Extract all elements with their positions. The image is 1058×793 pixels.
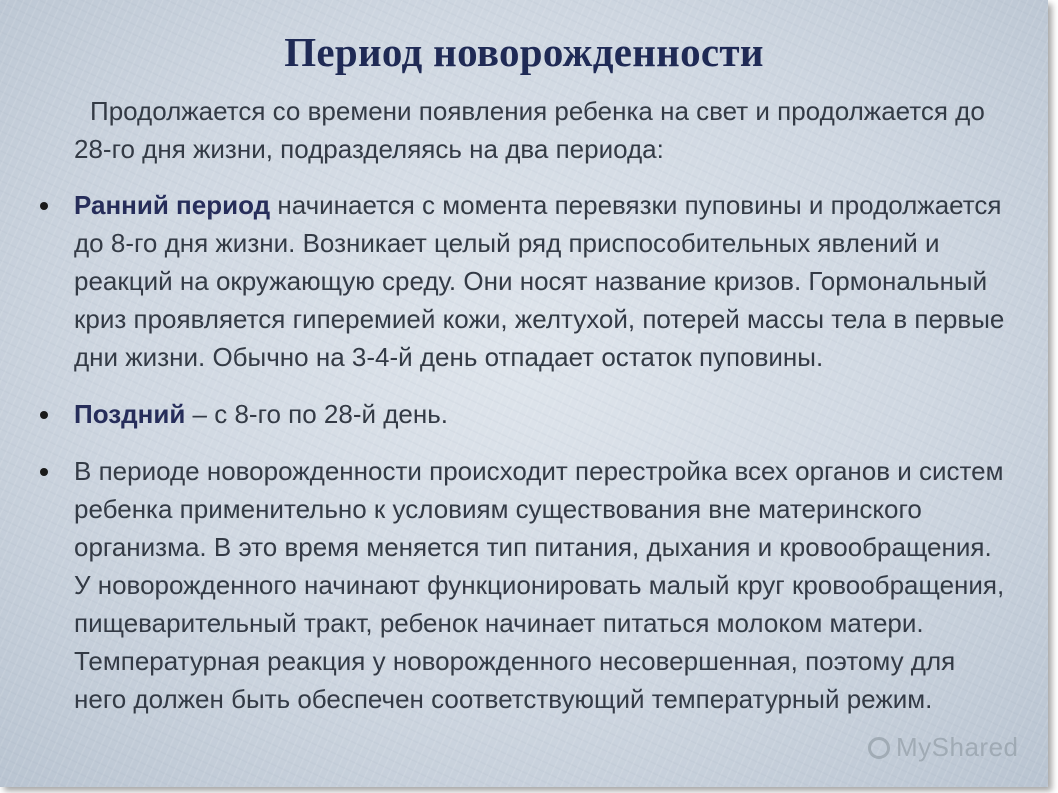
bullet-dot-icon — [40, 411, 48, 419]
bullet-text: – с 8-го по 28-й день. — [185, 399, 449, 429]
myshared-logo-icon — [868, 737, 890, 759]
watermark — [868, 732, 1019, 763]
watermark-text: MyShared — [896, 732, 1019, 762]
bullet-text: начинается с момента перевязки пуповины и продолжается до 8-го дня жизни. Возникает целый ряд приспособительных явлений и реакций на окружающую среду. Они носят название кризов. Гормональный криз проявляется гиперемией кожи, желтухой, потерей массы тела в первые дни жизни. Обычно на 3-4-й день отпадает остаток пуповины. — [74, 190, 1005, 372]
bullet-dot-icon — [40, 202, 48, 210]
bullet-text: В периоде новорожденности происходит перестройка всех органов и систем ребенка применительно к условиям существования вне материнского организма. В это время меняется тип питания, дыхания и кровообращения. У новорожденного начинают функционировать малый круг кровообращения, пищеварительный тракт, ребенок начинает питаться молоком матери. Температурная реакция у новорожденного несовершенная, поэтому для него должен быть обеспечен соответствующий температурный режим. — [74, 456, 1005, 714]
bullet-lead: Ранний период — [74, 190, 271, 220]
bullet-item-early-period — [74, 186, 1014, 376]
bullet-lead: Поздний — [74, 399, 186, 429]
bullet-dot-icon — [40, 468, 48, 476]
bullet-item-restructuring — [74, 452, 1014, 718]
intro-paragraph: Продолжается со времени появления ребенка на свет и продолжается до 28-го дня жизни, подразделяясь на два периода: — [74, 96, 985, 164]
slide-title: Период новорожденности — [284, 29, 764, 75]
bullet-list — [74, 186, 1014, 737]
bullet-item-late-period — [74, 395, 1014, 433]
